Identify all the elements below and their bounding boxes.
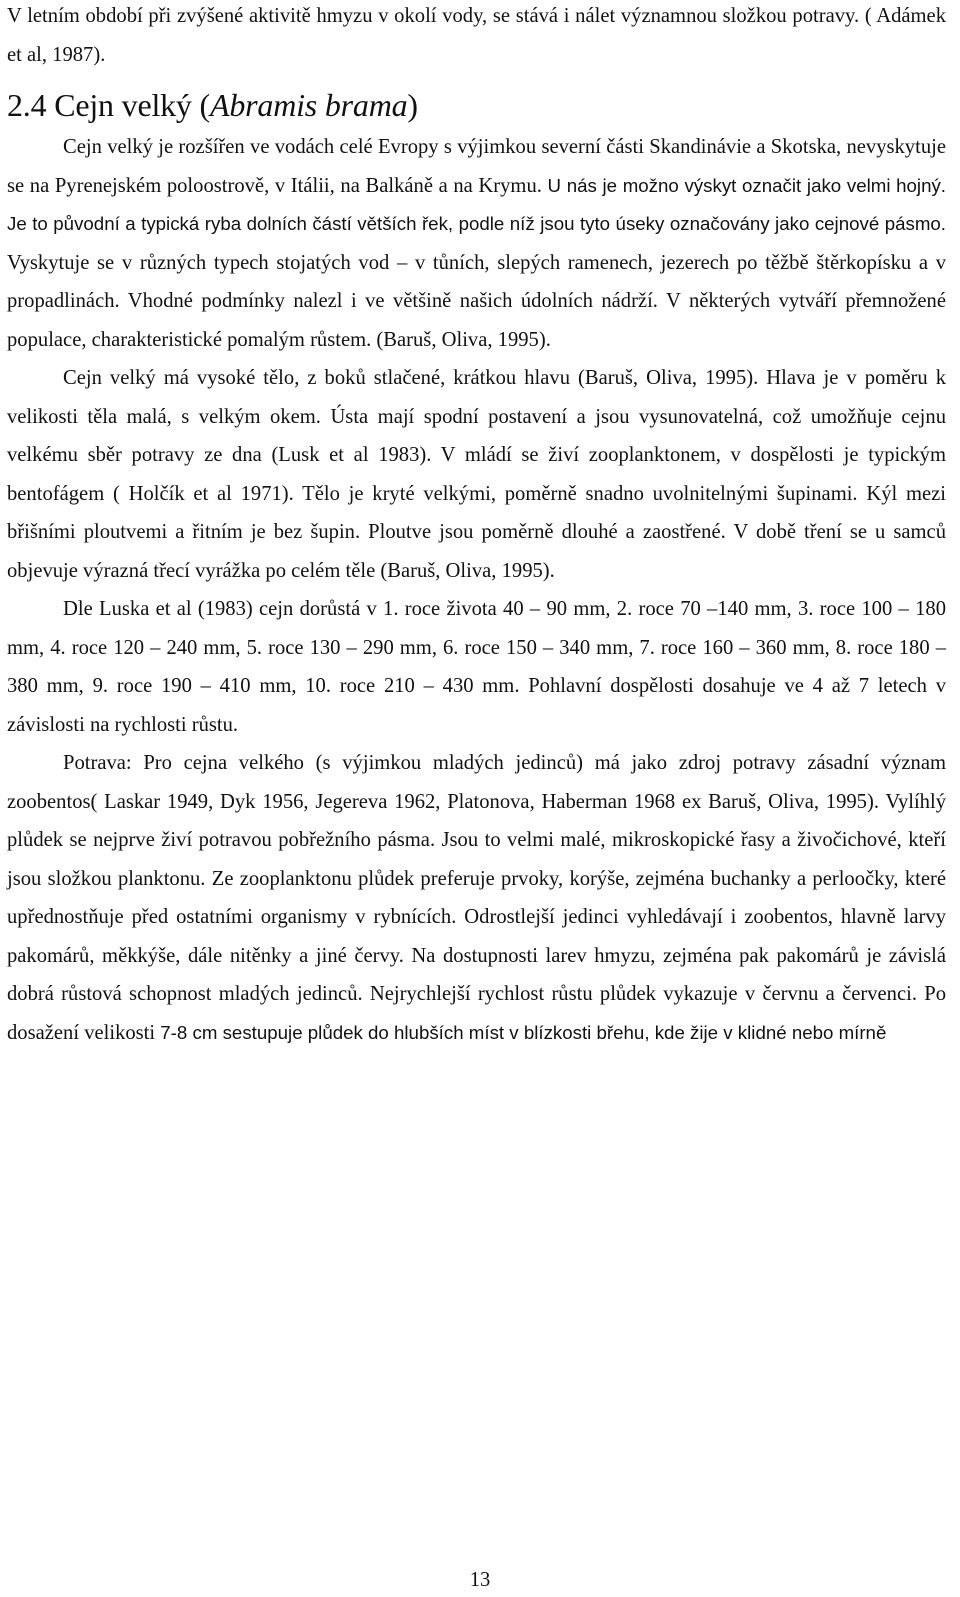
food-text-1: Potrava: Pro cejna velkého (s výjimkou mladých jedinců) má jako zdroj potravy zásadní význam zoobentos( Laskar 1949, Dyk 1956, Jegereva 1962, Platonova, Haberman 1968 ex Baruš, Oliva, 1995). Vylíhlý plůdek se nejprve živí potravou pobřežního pásma. Jsou to velmi malé, mikroskopické řasy a živočichové, kteří jsou složkou planktonu. Ze zooplanktonu plůdek preferuje prvoky, korýše, zejména buchanky a perloočky, které upřednostňuje před ostatními organismy v rybnících. Odrostlejší jedinci vyhledávají i zoobentos, hlavně larvy pakomárů, měkkýše, dále nitěnky a jiné červy. Na dostupnosti larev hmyzu, zejména pak pakomárů je závislá dobrá růstová schopnost mladých jedinců. Nejrychlejší rychlost růstu plůdek vykazuje v červnu a červenci. Po dosažení velikosti bbox=[7, 752, 946, 1044]
intro-paragraph: V letním období při zvýšené aktivitě hmyzu v okolí vody, se stává i nálet významnou složkou potravy. ( Adámek et al, 1987). bbox=[7, 5, 946, 66]
distribution-text-1: Cejn velký je rozšířen ve vodách celé Evropy s výjimkou severní části Skandinávie a Skotska, nevyskytuje se na Pyrenejském poloostrově, v Itálii, na Balkáně a na Krymu. bbox=[7, 136, 946, 197]
paragraph-food bbox=[7, 744, 946, 1052]
paragraph-distribution bbox=[7, 128, 946, 359]
distribution-text-2: U nás je možno výskyt označit jako velmi hojný. bbox=[547, 174, 947, 196]
distribution-text-3: Je to původní a typická ryba dolních částí větších řek, podle níž jsou tyto úseky označovány jako cejnové pásmo. bbox=[7, 213, 946, 234]
food-text-2: 7-8 cm sestupuje plůdek do hlubších míst v blízkosti břehu, kde žije v klidné nebo mírně bbox=[160, 1021, 887, 1043]
section-heading-latin-name: Abramis brama bbox=[210, 87, 408, 123]
paragraph-growth: Dle Luska et al (1983) cejn dorůstá v 1. roce života 40 – 90 mm, 2. roce 70 –140 mm, 3. roce 100 – 180 mm, 4. roce 120 – 240 mm, 5. roce 130 – 290 mm, 6. roce 150 – 340 mm, 7. roce 160 – 360 mm, 8. roce 180 – 380 mm, 9. roce 190 – 410 mm, 10. roce 210 – 430 mm. Pohlavní dospělosti dosahuje ve 4 až 7 letech v závislosti na rychlosti růstu. bbox=[7, 598, 946, 736]
distribution-text-4: Vyskytuje se v různých typech stojatých vod – v tůních, slepých ramenech, jezerech po těžbě štěrkopísku a v propadlinách. Vhodné podmínky nalezl i ve většině našich údolních nádrží. V některých vytváří přemnožené populace, charakteristické pomalým růstem. (Baruš, Oliva, 1995). bbox=[7, 251, 946, 351]
paragraph-morphology: Cejn velký má vysoké tělo, z boků stlačené, krátkou hlavu (Baruš, Oliva, 1995). Hlava je v poměru k velikosti těla malá, s velkým okem. Ústa mají spodní postavení a jsou vysunovatelná, což umožňuje cejnu velkému sběr potravy ze dna (Lusk et al 1983). V mládí se živí zooplanktonem, v dospělosti je typickým bentofágem ( Holčík et al 1971). Tělo je kryté velkými, poměrně snadno uvolnitelnými šupinami. Kýl mezi břišními ploutvemi a řitním je bez šupin. Ploutve jsou poměrně dlouhé a zaostřené. V době tření se u samců objevuje výrazná třecí vyrážka po celém těle (Baruš, Oliva, 1995). bbox=[7, 367, 946, 582]
section-heading-suffix: ) bbox=[407, 87, 418, 123]
section-heading-prefix: 2.4 Cejn velký ( bbox=[7, 87, 210, 123]
section-heading bbox=[7, 82, 946, 128]
page-number: 13 bbox=[469, 1569, 491, 1591]
